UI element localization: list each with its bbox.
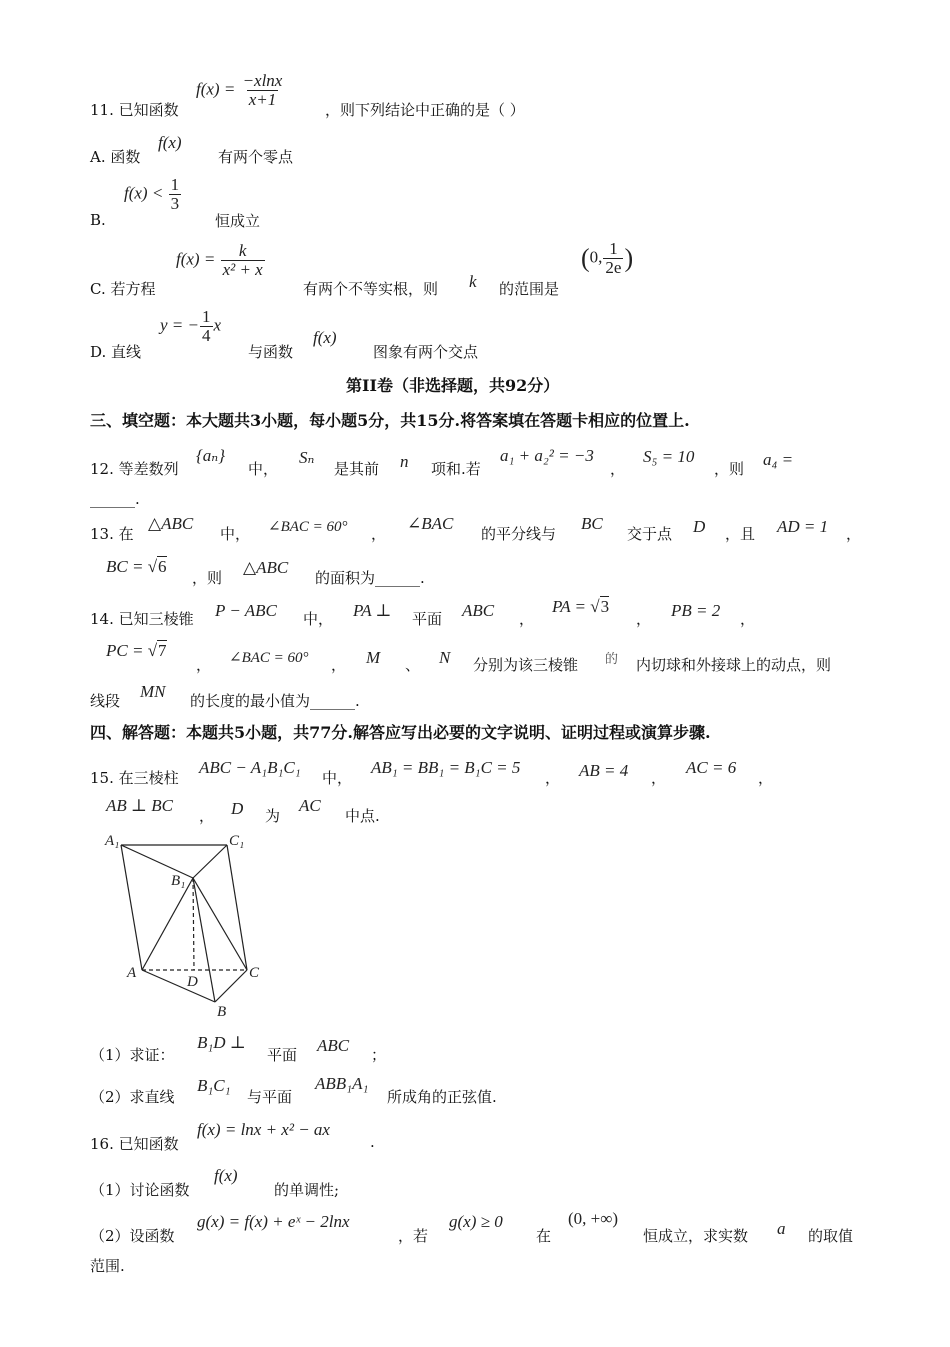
q15-part2-prefix: （2）求直线 <box>90 1088 175 1106</box>
q11-option-b-math: f(x) < $\frac{1}{3}$ <box>124 175 180 213</box>
q14-dun: 、 <box>405 656 421 674</box>
q13-text-2: 的平分线与 <box>481 525 557 543</box>
q11-option-b-prefix: B. <box>90 211 106 229</box>
q15-ac-2: AC <box>299 796 321 815</box>
q15-part2-end: 所成角的正弦值. <box>387 1088 497 1106</box>
q16-part1-math: f(x) <box>214 1166 238 1185</box>
label-b1: B₁ <box>171 873 186 889</box>
q16-part2-text-2: 在 <box>536 1227 552 1245</box>
q16-function: f(x) = lnx + x² − ax <box>197 1120 330 1139</box>
q11-option-d-prefix: D. 直线 <box>90 343 142 361</box>
q13-text-6: 的面积为______. <box>315 569 425 587</box>
q14-text-3: 分别为该三棱锥 <box>473 656 579 674</box>
q14-pa-perp: PA ⊥ <box>353 601 392 620</box>
q15-ac: AC = 6 <box>686 758 737 777</box>
q14-comma-2: ， <box>636 610 652 628</box>
q13-angle-2: ∠BAC <box>407 514 454 533</box>
q16-part2-a: a <box>777 1219 786 1238</box>
q13-text-1: 中， <box>220 525 251 543</box>
q15-prism: ABC − A₁B₁C₁ <box>199 758 301 777</box>
q12-condition-1: a₁ + a₂² = −3 <box>500 446 594 465</box>
q12-text-3: 项和.若 <box>431 460 481 478</box>
q12-text-1: 中， <box>248 460 279 478</box>
q14-comma-5: ， <box>331 656 347 674</box>
q14-mn: MN <box>140 682 166 701</box>
q11-stem-prefix: 11. 已知函数 <box>90 101 179 119</box>
q15-part1-math: B₁D ⊥ <box>197 1033 246 1052</box>
q11-option-a-prefix: A. 函数 <box>90 148 141 166</box>
q16-end: . <box>370 1133 375 1151</box>
q15-text-1: 中， <box>322 769 353 787</box>
q15-part2-mid: 与平面 <box>247 1088 293 1106</box>
part2-title: 第II卷（非选择题，共92分） <box>346 376 560 395</box>
q16-part2-interval: (0, +∞) <box>568 1209 619 1228</box>
q11-function: f(x) = $\frac{-xlnx}{x+1}$ <box>196 71 283 109</box>
q13-bc: BC <box>581 514 603 533</box>
q15-ab: AB = 4 <box>579 761 629 780</box>
q15-comma-4: ， <box>199 807 215 825</box>
q11-option-d-math: y = − $\frac{1}{4}$ x <box>160 307 222 345</box>
label-c: C <box>249 965 260 981</box>
q16-part2-text-5: 范围. <box>90 1257 125 1275</box>
q14-pb: PB = 2 <box>671 601 721 620</box>
q15-text-2: 为 <box>265 807 281 825</box>
q11-option-c-range: (0, $\frac{1}{2e}$ ) <box>581 239 634 277</box>
q15-part1-mid: 平面 <box>267 1046 298 1064</box>
q12-ask: a₄ = <box>763 450 794 469</box>
q14-m: M <box>366 648 381 667</box>
q14-text-5: 线段 <box>90 692 121 710</box>
q12-text-4: ，则 <box>714 460 745 478</box>
q12-condition-2: S₅ = 10 <box>643 447 695 466</box>
q12-text-2: 是其前 <box>334 460 380 478</box>
q13-bc-equation: BC = √6 <box>106 557 167 576</box>
label-c1: C₁ <box>229 833 245 849</box>
edge-c1b1 <box>193 845 227 878</box>
q14-comma-4: ， <box>196 656 212 674</box>
q11-option-d-mid: 与函数 <box>248 343 294 361</box>
label-a: A <box>127 965 137 981</box>
q12-n: n <box>400 452 409 471</box>
q13-d: D <box>693 517 706 536</box>
q16-part2-text-3: 恒成立，求实数 <box>643 1227 749 1245</box>
edge-ab1 <box>142 878 193 970</box>
q16-part2-g: g(x) = f(x) + eˣ − 2lnx <box>197 1212 350 1231</box>
q14-prefix: 14. 已知三棱锥 <box>90 610 194 628</box>
label-d: D <box>187 974 198 990</box>
q11-option-c-math: f(x) = $\frac{k}{\text{x² + x}}$ <box>176 241 263 279</box>
q13-text-4: ，且 <box>725 525 756 543</box>
q12-sequence: {aₙ} <box>196 446 225 465</box>
q15-text-3: 中点. <box>345 807 380 825</box>
q15-perpendicular: AB ⊥ BC <box>106 796 173 815</box>
q13-comma-2: ， <box>846 525 862 543</box>
q11-option-a-suffix: 有两个零点 <box>218 148 294 166</box>
q16-part2-prefix: （2）设函数 <box>90 1227 175 1245</box>
q16-part2-text-1: ，若 <box>398 1227 429 1245</box>
q14-pa-equation: PA = √3 <box>552 597 610 616</box>
edge-b1d-hidden <box>193 878 194 970</box>
q11-option-c-mid: 有两个不等实根，则 <box>303 280 439 298</box>
q14-text-4: 内切球和外接球上的动点，则 <box>636 656 832 674</box>
q15-part1-prefix: （1）求证： <box>90 1046 175 1064</box>
q11-option-b-suffix: 恒成立 <box>215 212 261 230</box>
q16-part1-end: 的单调性; <box>274 1181 340 1199</box>
q15-part1-plane: ABC <box>317 1036 350 1055</box>
q14-abc: ABC <box>462 601 495 620</box>
q14-text-1: 中， <box>303 610 334 628</box>
q13-angle: ∠BAC = 60° <box>268 519 348 535</box>
q15-part2-line: B₁C₁ <box>197 1076 231 1095</box>
edge-a1a <box>121 845 142 970</box>
q16-part2-condition: g(x) ≥ 0 <box>449 1212 503 1231</box>
q15-part1-end: ； <box>371 1046 387 1064</box>
q11-option-c-mid2: 的范围是 <box>499 280 560 298</box>
q15-comma-3: ， <box>758 769 774 787</box>
edge-ab <box>142 970 215 1002</box>
q11-option-d-func: f(x) <box>313 328 337 347</box>
q14-text-6: 的长度的最小值为______. <box>190 692 360 710</box>
q12-comma: ， <box>610 460 626 478</box>
q14-comma-3: ， <box>740 610 756 628</box>
q15-comma-1: ， <box>545 769 561 787</box>
q16-part2-text-4: 的取值 <box>808 1227 854 1245</box>
q12-answer-blank: ______. <box>90 490 140 508</box>
q14-de: 的 <box>605 652 619 667</box>
q12-sn: Sₙ <box>299 448 315 467</box>
edge-bc <box>215 970 247 1002</box>
q14-pyramid: P − ABC <box>215 601 277 620</box>
q13-triangle-2: △ABC <box>243 558 289 577</box>
q15-part2-plane: ABB₁A₁ <box>315 1074 369 1093</box>
q11-option-c-prefix: C. 若方程 <box>90 280 156 298</box>
q15-equation-1: AB₁ = BB₁ = B₁C = 5 <box>371 758 521 777</box>
q14-text-2: 平面 <box>412 610 443 628</box>
q11-option-a-math: f(x) <box>158 133 182 152</box>
q15-comma-2: ， <box>651 769 667 787</box>
prism-figure <box>95 825 280 1025</box>
q11-option-d-suffix: 图象有两个交点 <box>373 343 479 361</box>
q13-text-3: 交于点 <box>627 525 673 543</box>
edge-c1c <box>227 845 247 970</box>
q15-prefix: 15. 在三棱柱 <box>90 769 179 787</box>
q14-comma-1: ， <box>519 610 535 628</box>
q15-d: D <box>231 799 244 818</box>
label-b: B <box>217 1004 227 1020</box>
section3-heading: 三、填空题：本大题共3小题，每小题5分，共15分.将答案填在答题卡相应的位置上. <box>90 411 690 430</box>
label-a1: A₁ <box>105 833 120 849</box>
q13-comma-1: ， <box>371 525 387 543</box>
q14-angle: ∠BAC = 60° <box>229 650 309 666</box>
q11-option-c-k: k <box>469 272 477 291</box>
q16-prefix: 16. 已知函数 <box>90 1135 179 1153</box>
q13-text-5: ，则 <box>192 569 223 587</box>
q12-prefix: 12. 等差数列 <box>90 460 179 478</box>
q16-part1-prefix: （1）讨论函数 <box>90 1181 190 1199</box>
q11-stem-suffix: ，则下列结论中正确的是（ ） <box>325 101 525 119</box>
q13-ad: AD = 1 <box>777 517 829 536</box>
q13-triangle: △ABC <box>148 514 194 533</box>
section4-heading: 四、解答题：本题共5小题，共77分.解答应写出必要的文字说明、证明过程或演算步骤. <box>90 723 711 742</box>
q14-pc-equation: PC = √7 <box>106 641 167 660</box>
q13-prefix: 13. 在 <box>90 525 134 543</box>
q14-n: N <box>439 648 451 667</box>
